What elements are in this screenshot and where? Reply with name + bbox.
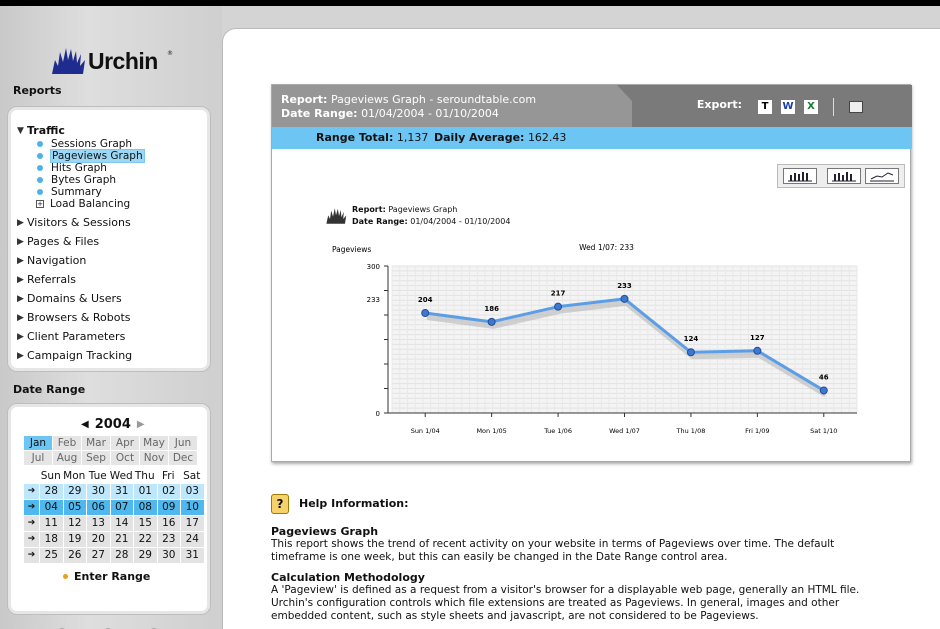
year-selector — [81, 417, 145, 432]
nav-item-label: Summary — [51, 186, 102, 198]
chart-date-label: Date Range: — [352, 217, 408, 226]
totals-bar — [272, 127, 912, 149]
reports-nav — [17, 123, 207, 365]
help-section-text: A 'Pageview' is defined as a request from a visitor's browser for a displayable web page, generally an HTML file. Urchin's configuration controls which file extensions are treated as Pageviews. In general, images and other embedded content, such as style sheets and javascript, are not considered to be Pageviews. — [271, 584, 860, 622]
triangle-down-icon: ▼ — [17, 125, 24, 136]
nav-section-label: Domains & Users — [27, 292, 122, 305]
x-tick-label: Thu 1/08 — [676, 427, 706, 435]
reports-heading: Reports — [13, 84, 62, 97]
data-point — [820, 387, 827, 394]
traffic-subnav — [37, 138, 207, 210]
calendar-weeks — [24, 484, 204, 564]
chart-report-label: Report: — [352, 205, 386, 214]
calendar-day[interactable]: 11 — [40, 516, 63, 531]
month-oct[interactable]: Oct — [111, 451, 139, 465]
calendar-day[interactable]: 18 — [40, 532, 63, 547]
date-range-line — [281, 107, 499, 120]
month-jul[interactable]: Jul — [24, 451, 52, 465]
calendar-day[interactable]: 03 — [181, 484, 204, 499]
data-point — [687, 349, 694, 356]
report-panel — [271, 84, 911, 462]
chart-date-value: 01/04/2004 - 01/10/2004 — [410, 217, 511, 226]
nav-item-label: Pageviews Graph — [52, 150, 143, 162]
nav-section-label: Campaign Tracking — [27, 349, 133, 362]
brand-name: Urchin — [88, 48, 158, 74]
weekday-label: Sun — [40, 470, 61, 482]
weekday-label: Tue — [88, 470, 107, 482]
month-grid — [24, 436, 197, 465]
help-pageviews-graph — [271, 525, 891, 564]
calendar-day[interactable]: 24 — [181, 532, 204, 547]
export-word-icon[interactable]: W — [782, 101, 794, 112]
triangle-right-icon: ▶ — [17, 331, 24, 342]
bullet-icon — [37, 189, 43, 195]
triangle-right-icon: ▶ — [17, 293, 24, 304]
chart-annotation: Wed 1/07: 233 — [579, 243, 634, 252]
x-tick-label: Mon 1/05 — [476, 427, 507, 435]
help-section-title: Pageviews Graph — [271, 525, 379, 538]
nav-section-label: Navigation — [27, 254, 87, 267]
export-icons — [758, 98, 863, 116]
weekday-label: Sat — [183, 470, 201, 482]
report-label: Report: — [281, 93, 328, 106]
data-point — [754, 347, 761, 354]
urchin-burst-icon — [50, 46, 86, 76]
range-total — [316, 127, 428, 149]
data-label: 204 — [417, 296, 433, 305]
triangle-right-icon: ▶ — [17, 312, 24, 323]
calendar-week-row — [24, 548, 204, 563]
nav-section-navigation[interactable] — [17, 251, 207, 270]
daily-average-label: Daily Average: — [434, 131, 525, 144]
nav-item-pageviews-graph[interactable] — [37, 150, 207, 162]
calendar-day[interactable]: 21 — [111, 532, 134, 547]
nav-item-bytes-graph[interactable] — [37, 174, 207, 186]
calendar-day[interactable]: 09 — [158, 500, 181, 515]
reports-nav-panel — [7, 106, 211, 372]
calendar-week-row — [24, 484, 204, 499]
next-year-arrow-icon[interactable]: ▶ — [136, 419, 145, 430]
calendar-day[interactable]: 28 — [40, 484, 63, 499]
calendar-day[interactable]: 06 — [87, 500, 110, 515]
calendar-day[interactable]: 31 — [111, 484, 134, 499]
nav-item-label: Hits Graph — [51, 162, 107, 174]
help-title: Help Information: — [299, 497, 409, 510]
calendar-day[interactable]: 25 — [40, 548, 63, 563]
main-content — [222, 28, 940, 629]
calendar-day[interactable]: 14 — [111, 516, 134, 531]
nav-item-load-balancing[interactable] — [37, 198, 207, 210]
nav-item-label: Sessions Graph — [51, 138, 133, 150]
calendar-day[interactable]: 05 — [64, 500, 87, 515]
bullet-icon — [37, 141, 43, 147]
calendar-day[interactable]: 29 — [134, 548, 157, 563]
month-jan[interactable]: Jan — [24, 436, 52, 450]
urchin-burst-icon — [324, 207, 348, 225]
calendar-day[interactable]: 13 — [87, 516, 110, 531]
prev-year-arrow-icon[interactable]: ◀ — [81, 419, 89, 430]
nav-section-client-parameters[interactable] — [17, 327, 207, 346]
help-calculation-methodology — [271, 571, 891, 623]
select-week-arrow-icon[interactable]: ➔ — [24, 516, 39, 531]
export-excel-icon[interactable]: X — [804, 100, 818, 114]
help-section-text: This report shows the trend of recent activity on your website in terms of Pageviews over time. The default timeframe is one week, but this can easily be changed in the Date Range control area. — [271, 538, 835, 563]
nav-item-label: Bytes Graph — [51, 174, 117, 186]
calendar-day[interactable]: 02 — [158, 484, 181, 499]
nav-section-domains-users[interactable] — [17, 289, 207, 308]
pageviews-line-chart — [332, 235, 877, 445]
calendar-day[interactable]: 12 — [64, 516, 87, 531]
report-title-line — [281, 93, 536, 106]
export-label: Export: — [696, 98, 742, 111]
triangle-right-icon: ▶ — [17, 217, 24, 228]
calendar-panel — [7, 403, 211, 615]
nav-section-label: Traffic — [27, 124, 65, 137]
nav-item-label: Load Balancing — [50, 198, 131, 210]
data-point — [488, 318, 495, 325]
data-point — [422, 310, 429, 317]
date-range-label: Date Range: — [281, 107, 358, 120]
calendar-day[interactable]: 22 — [134, 532, 157, 547]
weekday-label: Mon — [63, 470, 86, 482]
triangle-right-icon: ▶ — [17, 350, 24, 361]
calendar-day[interactable]: 30 — [87, 484, 110, 499]
nav-section-browsers-robots[interactable] — [17, 308, 207, 327]
month-mar[interactable]: Mar — [82, 436, 110, 450]
bullet-icon — [37, 153, 43, 159]
daily-average — [434, 127, 566, 149]
help-question-icon: ? — [271, 494, 289, 514]
triangle-right-icon: ▶ — [17, 255, 24, 266]
bullet-icon — [37, 165, 43, 171]
month-feb[interactable]: Feb — [53, 436, 81, 450]
calendar-week-row — [24, 532, 204, 547]
sidebar — [0, 6, 222, 629]
calendar-day[interactable]: 23 — [158, 532, 181, 547]
weekday-label: Thu — [134, 470, 155, 482]
data-label: 217 — [550, 289, 566, 298]
calendar-week-row — [24, 516, 204, 531]
weekday-label: Wed — [109, 470, 133, 482]
month-may[interactable]: May — [140, 436, 168, 450]
y-axis-title: Pageviews — [332, 245, 372, 254]
data-label: 124 — [683, 335, 699, 344]
select-week-arrow-icon[interactable]: ➔ — [24, 484, 39, 499]
year-label: 2004 — [94, 417, 131, 432]
report-name: Pageviews Graph - seroundtable.com — [330, 93, 537, 106]
bar-chart-alt-view-icon[interactable] — [827, 168, 861, 184]
urchin-logo[interactable] — [50, 46, 200, 80]
nav-section-traffic[interactable] — [17, 123, 207, 138]
select-week-arrow-icon[interactable]: ➔ — [24, 500, 39, 515]
enter-range-button[interactable] — [63, 570, 150, 583]
line-chart-view-icon[interactable] — [865, 168, 899, 184]
nav-item-sessions-graph[interactable] — [37, 138, 207, 150]
calendar-day[interactable]: 20 — [87, 532, 110, 547]
chart-report-line — [352, 205, 457, 214]
nav-section-visitors-sessions[interactable] — [17, 213, 207, 232]
x-tick-label: Wed 1/07 — [609, 427, 640, 435]
month-sep[interactable]: Sep — [82, 451, 110, 465]
chart-view-toggle — [777, 164, 905, 188]
bar-chart-view-icon[interactable] — [783, 168, 817, 184]
data-label: 233 — [617, 281, 632, 290]
enter-range-label: Enter Range — [74, 570, 151, 583]
chart-view-group — [827, 168, 899, 184]
calendar-day[interactable]: 31 — [181, 548, 204, 563]
calendar-day[interactable]: 19 — [64, 532, 87, 547]
nav-section-label: Referrals — [27, 273, 76, 286]
plus-box-icon: + — [37, 200, 43, 208]
calendar-day[interactable]: 04 — [40, 500, 63, 515]
nav-section-label: Visitors & Sessions — [27, 216, 131, 229]
brand-reg: ® — [167, 50, 173, 57]
calendar-day[interactable]: 07 — [111, 500, 134, 515]
calendar-day[interactable]: 29 — [64, 484, 87, 499]
calendar-day[interactable]: 28 — [111, 548, 134, 563]
nav-item-summary[interactable] — [37, 186, 207, 198]
calendar-day[interactable]: 27 — [87, 548, 110, 563]
calendar-day[interactable]: 16 — [158, 516, 181, 531]
daily-average-value: 162.43 — [527, 131, 567, 144]
data-label: 186 — [484, 304, 499, 313]
nav-section-pages-files[interactable] — [17, 232, 207, 251]
triangle-right-icon: ▶ — [17, 236, 24, 247]
print-icon[interactable] — [849, 101, 863, 113]
x-tick-label: Fri 1/09 — [745, 427, 770, 435]
nav-section-referrals[interactable] — [17, 270, 207, 289]
month-jun[interactable]: Jun — [169, 436, 197, 450]
y-tick-label: 233 — [366, 295, 380, 304]
chart-report-name: Pageviews Graph — [388, 205, 458, 214]
select-week-arrow-icon[interactable]: ➔ — [24, 532, 39, 547]
month-aug[interactable]: Aug — [53, 451, 81, 465]
data-label: 127 — [750, 333, 765, 342]
month-dec[interactable]: Dec — [169, 451, 197, 465]
weekday-label: Fri — [161, 470, 175, 482]
date-range-value: 01/04/2004 - 01/10/2004 — [361, 107, 499, 120]
nav-section-label: Pages & Files — [27, 235, 100, 248]
help-section-title: Calculation Methodology — [271, 571, 425, 584]
month-apr[interactable]: Apr — [111, 436, 139, 450]
select-week-arrow-icon[interactable]: ➔ — [24, 548, 39, 563]
y-tick-label: 300 — [366, 263, 380, 271]
chart-date-line — [352, 217, 510, 226]
weekday-header — [39, 470, 204, 482]
bullet-icon — [63, 574, 68, 579]
calendar-day[interactable]: 08 — [134, 500, 157, 515]
calendar-day[interactable]: 01 — [134, 484, 157, 499]
report-header — [272, 85, 912, 127]
x-tick-label: Sun 1/04 — [410, 427, 440, 435]
calendar-day[interactable]: 10 — [181, 500, 204, 515]
data-label: 46 — [818, 373, 829, 382]
calendar-day[interactable]: 15 — [134, 516, 157, 531]
calendar-week-row — [24, 500, 204, 515]
range-total-value: 1,137 — [396, 131, 429, 144]
x-tick-label: Sat 1/10 — [810, 427, 838, 435]
data-point — [621, 295, 628, 302]
month-nov[interactable]: Nov — [140, 451, 168, 465]
bullet-icon — [37, 177, 43, 183]
triangle-right-icon: ▶ — [17, 274, 24, 285]
y-tick-label: 0 — [375, 410, 380, 418]
x-tick-label: Tue 1/06 — [544, 427, 572, 435]
calendar-day[interactable]: 26 — [64, 548, 87, 563]
nav-section-campaign-tracking[interactable] — [17, 346, 207, 365]
calendar-day[interactable]: 17 — [181, 516, 204, 531]
date-range-heading: Date Range — [13, 383, 86, 396]
data-point — [555, 303, 562, 310]
range-total-label: Range Total: — [316, 131, 394, 144]
nav-section-label: Browsers & Robots — [27, 311, 131, 324]
calendar-day[interactable]: 30 — [158, 548, 181, 563]
nav-item-hits-graph[interactable] — [37, 162, 207, 174]
export-text-icon[interactable]: T — [758, 100, 772, 114]
nav-section-label: Client Parameters — [27, 330, 126, 343]
